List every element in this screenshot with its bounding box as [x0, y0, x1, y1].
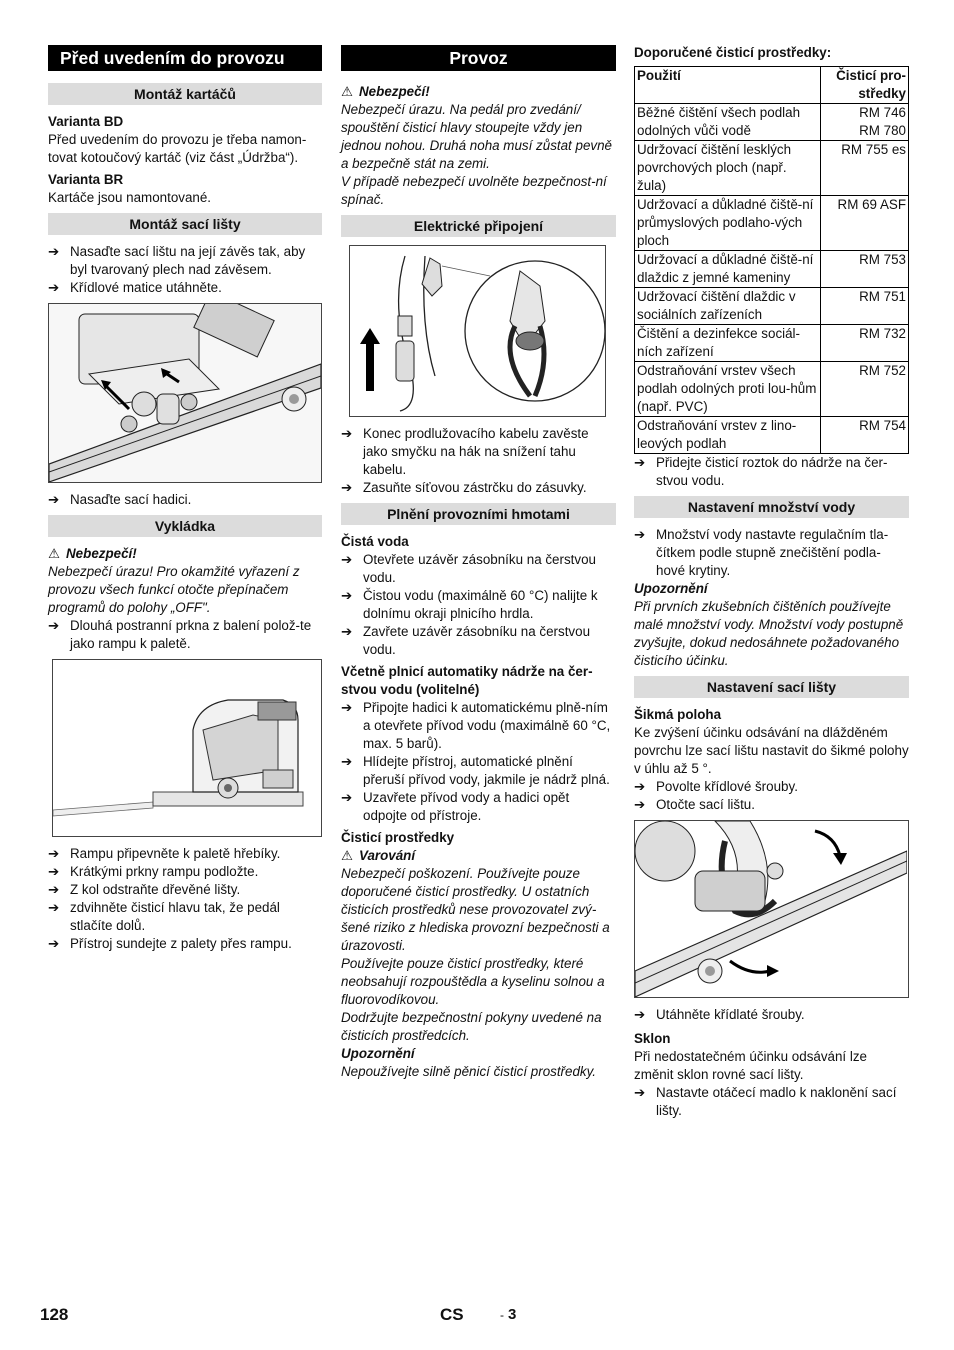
- list-item: ➔ Dlouhá postranní prkna z balení polož-te jako rampu k paletě.: [48, 618, 312, 651]
- subsection-heading: Plnění provozními hmotami: [341, 503, 616, 525]
- table-row: Běžné čištění všech podlah odolných vůči vodě RM 746 RM 780: [635, 104, 909, 141]
- arrow-icon: ➔: [48, 846, 60, 861]
- section-title: Provoz: [341, 45, 616, 71]
- arrow-icon: ➔: [48, 900, 60, 915]
- subsection-heading: Montáž kartáčů: [48, 83, 322, 105]
- list-item: ➔ Konec prodlužovacího kabelu zavěste jako smyčku na hák na snížení tahu kabelu.: [341, 426, 589, 477]
- arrow-icon: ➔: [341, 700, 353, 715]
- step-list: [634, 1084, 909, 1120]
- list-item: ➔ Přidejte čisticí roztok do nádrže na čer-stvou vodu.: [634, 455, 888, 488]
- list-item: ➔ zdvihněte čisticí hlavu tak, že pedál stlačíte dolů.: [48, 900, 280, 933]
- warning-triangle-icon: ⚠: [341, 84, 354, 99]
- list-item: ➔ Nasaďte sací hadici.: [48, 492, 192, 507]
- list-item: ➔ Krátkými prkny rampu podložte.: [48, 864, 259, 879]
- arrow-icon: ➔: [341, 588, 353, 603]
- squeegee-mount-figure: [48, 303, 322, 483]
- step-list: [634, 526, 909, 580]
- column-right: [634, 40, 909, 1120]
- arrow-icon: ➔: [48, 936, 60, 951]
- arrow-icon: ➔: [634, 1085, 646, 1100]
- step-list: [341, 551, 616, 659]
- machine-on-pallet-illustration: [53, 660, 318, 836]
- unloading-figure: [52, 659, 322, 837]
- inclination-title: Sklon: [634, 1031, 671, 1046]
- tilt-title: Šikmá poloha: [634, 707, 722, 722]
- list-item: ➔ Rampu připevněte k paletě hřebíky.: [48, 846, 281, 861]
- arrow-icon: ➔: [341, 754, 353, 769]
- column-left: [48, 45, 322, 953]
- list-item: ➔ Čistou vodu (maximálně 60 °C) nalijte k dolnímu okraji plnicího hrdla.: [341, 588, 598, 621]
- warning-triangle-icon: ⚠: [48, 546, 61, 561]
- variant-br-title: Varianta BR: [48, 172, 124, 187]
- arrow-icon: ➔: [634, 797, 646, 812]
- warning-triangle-icon: ⚠: [341, 848, 354, 863]
- note-text: Při prvních zkušebních čištěních používejte malé množství vody. Množství vody postupně zvyšujte, dokud nedosáhnete požadovaného čisticího účinku.: [634, 599, 904, 668]
- step-list: [341, 699, 616, 825]
- squeegee-tilt-figure: [634, 820, 909, 998]
- list-item: ➔ Nasaďte sací lištu na její závěs tak, aby byl tvarovaný plech nad závěsem.: [48, 244, 306, 277]
- arrow-icon: ➔: [634, 455, 646, 470]
- tilt-text: Ke zvýšení účinku odsávání na dlážděném povrchu lze sací lištu nastavit do šikmé polohy v úhlu až 5 °.: [634, 725, 909, 776]
- variant-bd-title: Varianta BD: [48, 114, 124, 129]
- step-list: [48, 617, 322, 653]
- danger-label: ⚠ Nebezpečí!: [341, 84, 430, 99]
- list-item: ➔ Uzavřete přívod vody a hadici opět odpojte od přístroje.: [341, 790, 570, 823]
- step-list: [634, 1006, 909, 1024]
- arrow-icon: ➔: [48, 244, 60, 259]
- table-row: Udržovací čištění dlaždic v sociálních zařízeních RM 751: [635, 288, 909, 325]
- list-item: ➔ Povolte křídlové šrouby.: [634, 779, 798, 794]
- list-item: ➔ Připojte hadici k automatickému plně-ním a otevřete přívod vodu (maximálně 60 °C, max. 5 barů).: [341, 700, 611, 751]
- subsection-heading: Nastavení sací lišty: [634, 676, 909, 698]
- note-text: Nepoužívejte silně pěnicí čisticí prostředky.: [341, 1064, 597, 1079]
- warning-label: ⚠ Varování: [341, 848, 416, 863]
- section-title: Před uvedením do provozu: [48, 45, 322, 71]
- arrow-icon: ➔: [634, 779, 646, 794]
- column-middle: [341, 45, 616, 1081]
- arrow-icon: ➔: [341, 624, 353, 639]
- arrow-icon: ➔: [341, 426, 353, 441]
- list-item: ➔ Zasuňte síťovou zástrčku do zásuvky.: [341, 480, 587, 495]
- variant-bd-text: Před uvedením do provozu je třeba namon-tovat kotoučový kartáč (viz část „Údržba“).: [48, 132, 307, 165]
- step-list: [48, 845, 322, 953]
- list-item: ➔ Množství vody nastavte regulačním tla-čítkem podle stupně znečištění podla-hové krytiny.: [634, 527, 889, 578]
- cable-figure: [349, 245, 606, 417]
- list-item: ➔ Hlídejte přístroj, automatické plnění přeruší přívod vody, jakmile je nádrž plná.: [341, 754, 610, 787]
- list-item: ➔ Z kol odstraňte dřevěné lišty.: [48, 882, 241, 897]
- cable-hook-illustration: [350, 246, 605, 416]
- step-list: [634, 454, 909, 490]
- table-row: Odstraňování vrstev všech podlah odolných proti lou-hům (např. PVC) RM 752: [635, 362, 909, 417]
- list-item: ➔ Utáhněte křídlaté šrouby.: [634, 1007, 805, 1022]
- table-row: Odstraňování vrstev z lino-leových podlah RM 754: [635, 417, 909, 454]
- arrow-icon: ➔: [341, 480, 353, 495]
- section-page-ref: - 3: [500, 1306, 517, 1323]
- note-label: Upozornění: [341, 1046, 415, 1061]
- detergent-table: [634, 66, 909, 454]
- arrow-icon: ➔: [48, 618, 60, 633]
- arrow-icon: ➔: [48, 492, 60, 507]
- step-list: [634, 778, 909, 814]
- detergent-title: Čisticí prostředky: [341, 830, 455, 845]
- arrow-icon: ➔: [48, 882, 60, 897]
- squeegee-tilt-illustration: [635, 821, 907, 997]
- dash-icon: -: [500, 1308, 504, 1322]
- step-list: [48, 243, 322, 297]
- language-code: CS: [440, 1305, 464, 1324]
- subsection-heading: Elektrické připojení: [341, 215, 616, 237]
- table-header-row: [635, 67, 909, 104]
- column-header-use: Použití: [635, 67, 821, 104]
- subsection-heading: Montáž sací lišty: [48, 213, 322, 235]
- arrow-icon: ➔: [341, 790, 353, 805]
- table-row: Udržovací a důkladné čiště-ní průmyslových podlaho-vých ploch RM 69 ASF: [635, 196, 909, 251]
- warning-text: Používejte pouze čisticí prostředky, které neobsahují rozpouštědla a kyselinu solnou a fluorovodíkovou.: [341, 956, 605, 1007]
- list-item: ➔ Nastavte otáčecí madlo k naklonění sací lišty.: [634, 1085, 897, 1118]
- arrow-icon: ➔: [634, 1007, 646, 1022]
- subsection-heading: Vykládka: [48, 515, 322, 537]
- danger-text: Nebezpečí úrazu. Na pedál pro zvedání/ spouštění čisticí hlavy stoupejte vždy jen jednou nohou. Druhá noha musí zůstat pevně a bezpečně stát na zemi.: [341, 102, 612, 171]
- subsection-heading: Nastavení množství vody: [634, 496, 909, 518]
- danger-text: V případě nebezpečí uvolněte bezpečnost-ní spínač.: [341, 174, 607, 207]
- page-number: 128: [40, 1305, 69, 1324]
- squeegee-illustration: [49, 304, 321, 482]
- variant-br-text: Kartáče jsou namontované.: [48, 190, 212, 205]
- danger-text: Nebezpečí úrazu! Pro okamžité vyřazení z provozu všech funkcí otočte přepínačem programů do polohy „OFF".: [48, 564, 300, 615]
- list-item: ➔ Křídlové matice utáhněte.: [48, 280, 222, 295]
- list-item: ➔ Přístroj sundejte z palety přes rampu.: [48, 936, 292, 951]
- arrow-icon: ➔: [48, 864, 60, 879]
- table-title: Doporučené čisticí prostředky:: [634, 45, 832, 60]
- list-item: ➔ Otevřete uzávěr zásobníku na čerstvou vodu.: [341, 552, 596, 585]
- arrow-icon: ➔: [341, 552, 353, 567]
- table-row: Udržovací čištění lesklých povrchových ploch (např. žula) RM 755 es: [635, 141, 909, 196]
- arrow-icon: ➔: [48, 280, 60, 295]
- note-label: Upozornění: [634, 581, 708, 596]
- inclination-text: Při nedostatečném účinku odsávání lze změnit sklon rovné sací lišty.: [634, 1049, 867, 1082]
- fresh-water-title: Čistá voda: [341, 534, 409, 549]
- table-row: Udržovací a důkladné čiště-ní dlaždic z jemné kameniny RM 753: [635, 251, 909, 288]
- arrow-icon: ➔: [634, 527, 646, 542]
- column-header-agent: Čisticí pro-středky: [821, 67, 909, 104]
- table-row: Čištění a dezinfekce sociál-ních zařízení RM 732: [635, 325, 909, 362]
- step-list: [48, 491, 322, 509]
- auto-fill-title: Včetně plnicí automatiky nádrže na čer-stvou vodu (volitelné): [341, 664, 593, 697]
- warning-text: Dodržujte bezpečnostní pokyny uvedené na čisticích prostředcích.: [341, 1010, 602, 1043]
- warning-text: Nebezpečí poškození. Používejte pouze doporučené čisticí prostředky. U ostatních čisticích prostředků nese provozovatel zvý-šené riziko z hlediska provozní bezpečnosti a úrazovosti.: [341, 866, 610, 953]
- list-item: ➔ Zavřete uzávěr zásobníku na čerstvou vodu.: [341, 624, 591, 657]
- step-list: [341, 425, 616, 497]
- danger-label: ⚠ Nebezpečí!: [48, 546, 137, 561]
- list-item: ➔ Otočte sací lištu.: [634, 797, 755, 812]
